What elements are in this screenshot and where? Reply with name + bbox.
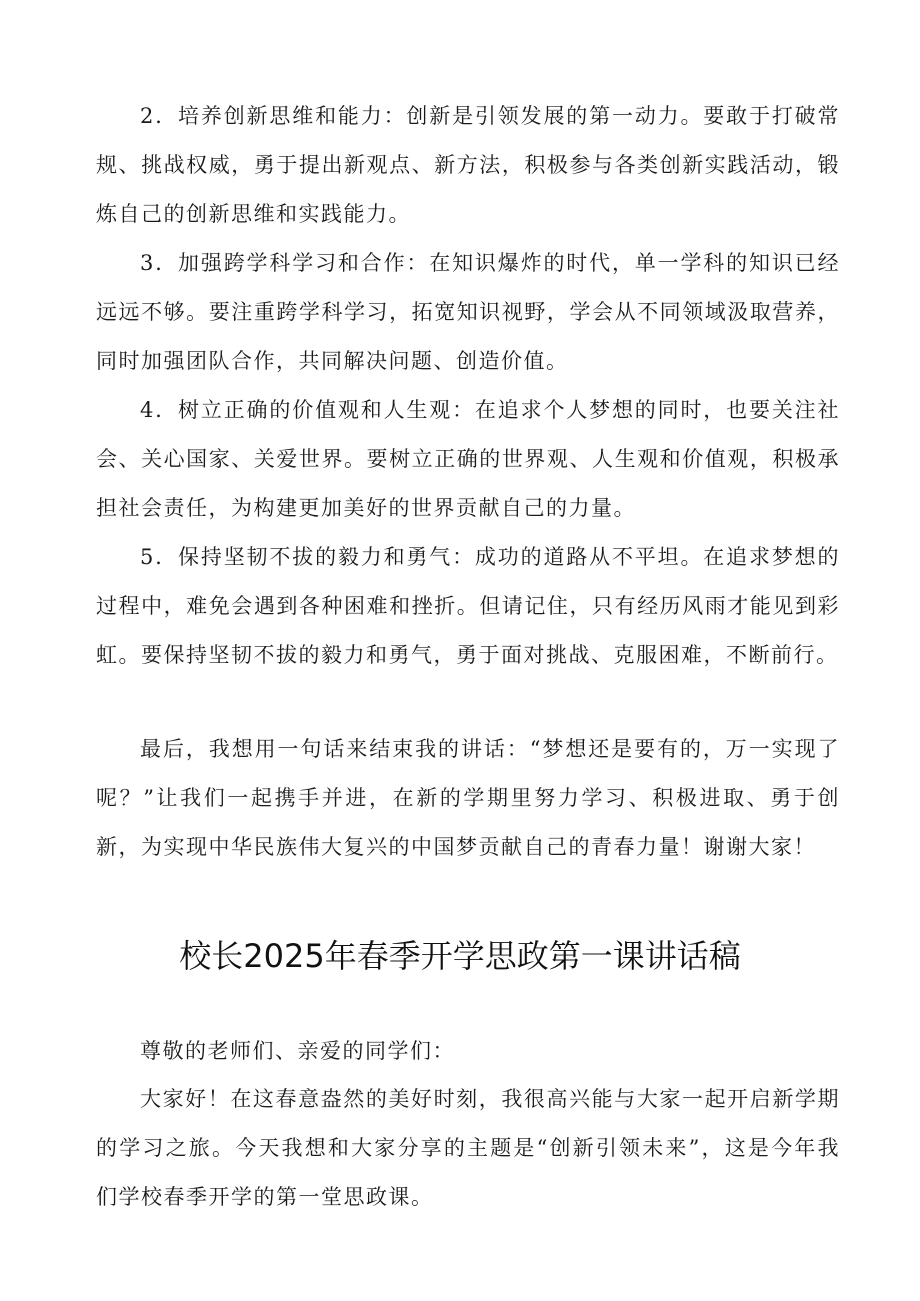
paragraph-point-2: 2．培养创新思维和能力：创新是引领发展的第一动力。要敢于打破常规、挑战权威，勇于提出新观点、新方法，积极参与各类创新实践活动，锻炼自己的创新思维和实践能力。 bbox=[96, 104, 840, 226]
opening-paragraph: 大家好！在这春意盎然的美好时刻，我很高兴能与大家一起开启新学期的学习之旅。今天我想和大家分享的主题是“创新引领未来”，这是今年我们学校春季开学的第一堂思政课。 bbox=[96, 1087, 840, 1209]
salutation: 尊敬的老师们、亲爱的同学们： bbox=[140, 1039, 455, 1063]
paragraph-point-3: 3．加强跨学科学习和合作：在知识爆炸的时代，单一学科的知识已经远远不够。要注重跨学科学习，拓宽知识视野，学会从不同领域汲取营养，同时加强团队合作，共同解决问题、创造价值。 bbox=[96, 251, 840, 373]
document-title: 校长2025年春季开学思政第一课讲话稿 bbox=[179, 937, 741, 975]
paragraph-point-5: 5．保持坚韧不拔的毅力和勇气：成功的道路从不平坦。在追求梦想的过程中，难免会遇到各种困难和挫折。但请记住，只有经历风雨才能见到彩虹。要保持坚韧不拔的毅力和勇气，勇于面对挑战、克服困难，不断前行。 bbox=[96, 545, 840, 667]
paragraph-point-4: 4．树立正确的价值观和人生观：在追求个人梦想的同时，也要关注社会、关心国家、关爱世界。要树立正确的世界观、人生观和价值观，积极承担社会责任，为构建更加美好的世界贡献自己的力量。 bbox=[96, 398, 840, 520]
paragraph-closing: 最后，我想用一句话来结束我的讲话：“梦想还是要有的，万一实现了呢？”让我们一起携手并进，在新的学期里努力学习、积极进取、勇于创新，为实现中华民族伟大复兴的中国梦贡献自己的青春力量！谢谢大家！ bbox=[96, 737, 840, 859]
